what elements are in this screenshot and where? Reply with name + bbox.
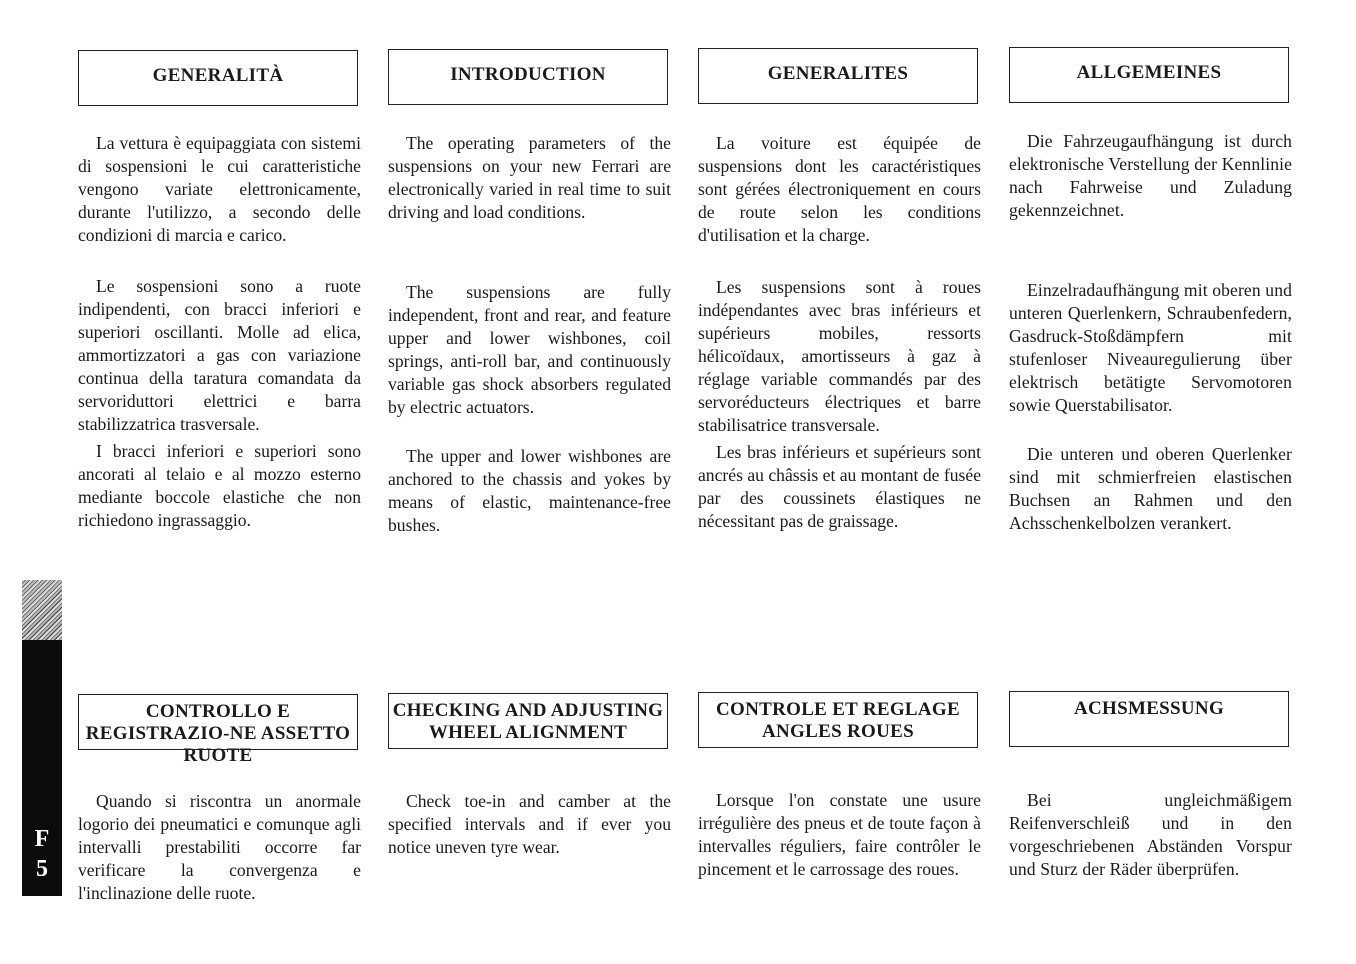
de-paragraph-1: Die Fahrzeugaufhängung ist durch elektronische Verstellung der Kennlinie nach Fahrweise und Zuladung gekennzeichnet. xyxy=(1009,131,1292,220)
fr-paragraph-1: La voiture est équipée de suspensions dont les caractéristiques sont gérées électroniquement en cours de route selon les conditions d'utilisation et la charge. xyxy=(698,133,981,245)
page-number: 5 xyxy=(36,856,48,882)
heading-generalites: GENERALITES xyxy=(698,48,978,104)
fr-paragraph-2: Les suspensions sont à roues indépendantes avec bras inférieurs et supérieurs mobiles, ressorts hélicoïdaux, amortisseurs à gaz à réglage variable commandés par des servoréducteurs électriques et barre stabilisatrice transversale. xyxy=(698,277,981,435)
en-paragraph-3: The upper and lower wishbones are anchored to the chassis and yokes by means of elastic, maintenance-free bushes. xyxy=(388,446,671,535)
de-paragraph-3: Die unteren und oberen Querlenker sind mit schmierfreien elastischen Buchsen an Rahmen und den Achsschenkelbolzen verankert. xyxy=(1009,444,1292,533)
heading-checking-alignment: CHECKING AND ADJUSTING WHEEL ALIGNMENT xyxy=(388,693,668,749)
fr-paragraph-3: Les bras inférieurs et supérieurs sont ancrés au châssis et au montant de fusée par des coussinets élastiques ne nécessitant pas de graissage. xyxy=(698,442,981,531)
heading-allgemeines: ALLGEMEINES xyxy=(1009,47,1289,103)
heading-controllo-assetto: CONTROLLO E REGISTRAZIO-NE ASSETTO RUOTE xyxy=(78,694,358,750)
heading-controle-reglage: CONTROLE ET REGLAGE ANGLES ROUES xyxy=(698,692,978,748)
chapter-letter: F xyxy=(34,826,50,852)
tab-texture xyxy=(22,580,62,640)
heading-generalita: GENERALITÀ xyxy=(78,50,358,106)
it-paragraph-3: I bracci inferiori e superiori sono ancorati al telaio e al mozzo esterno mediante boccole elastiche che non richiedono ingrassaggio. xyxy=(78,441,361,530)
it-paragraph-2: Le sospensioni sono a ruote indipendenti, con bracci inferiori e superiori oscillanti. Molle ad elica, ammortizzatori a gas con variazione continua della taratura comandata da servoriduttori elettrici e barra stabilizzatrica trasversale. xyxy=(78,276,361,434)
de-wheel-alignment-text: Bei ungleichmäßigem Reifenverschleiß und in den vorgeschriebenen Abständen Vorspur und Sturz der Räder überprüfen. xyxy=(1009,790,1292,879)
heading-introduction: INTRODUCTION xyxy=(388,49,668,105)
heading-achsmessung: ACHSMESSUNG xyxy=(1009,691,1289,747)
en-wheel-alignment-text: Check toe-in and camber at the specified intervals and if ever you notice uneven tyre wear. xyxy=(388,791,671,857)
de-paragraph-2: Einzelradaufhängung mit oberen und unteren Querlenkern, Schraubenfedern, Gasdruck-Stoßdämpfern mit stufenloser Niveauregulierung über elektrisch betätigte Servomotoren sowie Querstabilisator. xyxy=(1009,280,1292,415)
it-wheel-alignment-text: Quando si riscontra un anormale logorio dei pneumatici e comunque agli intervalli prestabiliti occorre far verificare la convergenza e l'inclinazione delle ruote. xyxy=(78,791,361,903)
chapter-tab xyxy=(22,580,62,896)
en-paragraph-1: The operating parameters of the suspensions on your new Ferrari are electronically varied in real time to suit driving and load conditions. xyxy=(388,133,671,222)
fr-wheel-alignment-text: Lorsque l'on constate une usure irrégulière des pneus et de toute façon à intervalles réguliers, faire contrôler le pincement et le carrossage des roues. xyxy=(698,790,981,879)
it-paragraph-1: La vettura è equipaggiata con sistemi di sospensioni le cui caratteristiche vengono variate elettronicamente, durante l'utilizzo, a secondo delle condizioni di marcia e carico. xyxy=(78,133,361,245)
en-paragraph-2: The suspensions are fully independent, front and rear, and feature upper and lower wishbones, coil springs, anti-roll bar, and continuously variable gas shock absorbers regulated by electric actuators. xyxy=(388,282,671,417)
